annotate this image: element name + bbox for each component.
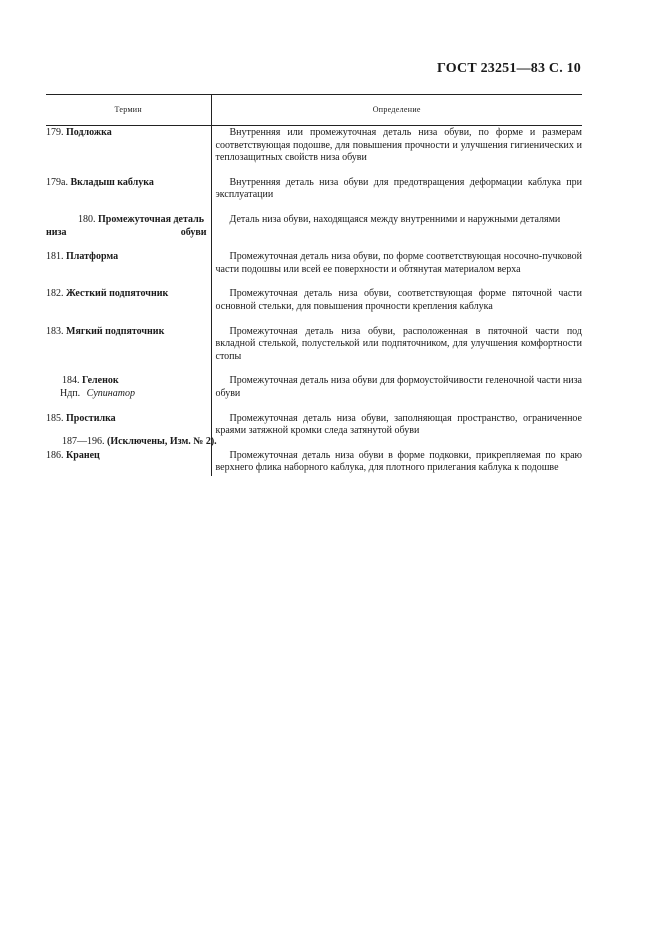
term-number: 184. (62, 375, 80, 387)
table-row (46, 213, 582, 250)
term-number: 179а. (46, 176, 68, 188)
definition-cell: Промежуточная деталь низа обуви, соответствующая форме пяточной части основной стельки, для повышения прочности крепления каблука (215, 288, 582, 312)
term-name: Жесткий подпяточник (66, 288, 169, 300)
table-row (46, 250, 582, 287)
table-header-row (46, 95, 582, 126)
term-number: 183. (46, 325, 64, 337)
term-cell (46, 449, 211, 476)
table-row (46, 126, 582, 176)
deprecated-label: Ндп. (60, 387, 81, 399)
deprecated-synonym (46, 388, 207, 401)
term-number: 186. (46, 449, 64, 461)
term-name: Подложка (66, 127, 112, 138)
term-name: Простилка (66, 412, 116, 424)
term-line (46, 375, 207, 388)
term-cell (46, 374, 211, 411)
definition-cell: Промежуточная деталь низа обуви, заполняющая пространство, ограниченное краями затяжной кромки следа затянутой обуви (215, 412, 582, 437)
table-row (46, 287, 582, 324)
terms-table (46, 94, 582, 476)
excluded-range: 187—196. (62, 436, 105, 447)
deprecated-term: Супинатор (86, 387, 135, 399)
table-row (46, 325, 582, 375)
term-name: Геленок (82, 375, 119, 387)
column-header-term: Термин (46, 95, 211, 126)
term-number: 180. (78, 213, 96, 225)
table-row (46, 374, 582, 411)
definition-cell: Внутренняя или промежуточная деталь низа обуви, по форме и размерам соответствующая подошве, для повышения прочности и улучшения гигиенических и теплозащитных свойств низа обуви (215, 127, 582, 164)
term-number: 181. (46, 251, 64, 263)
term-cell (46, 250, 211, 287)
table-row (46, 449, 582, 476)
term-name: Кранец (66, 449, 100, 461)
term-cell (46, 176, 211, 213)
term-cell (46, 325, 211, 375)
column-header-definition: Определение (211, 95, 582, 126)
definition-cell: Промежуточная деталь низа обуви, расположенная в пяточной части под вкладной стелькой, полустелькой или подпяточником, для улучшения комфортности стопы (215, 325, 582, 362)
term-name: Мягкий подпяточник (66, 325, 165, 337)
excluded-text: (Исключены, Изм. № 2). (107, 436, 217, 447)
term-name: Вкладыш каблука (70, 176, 154, 188)
definition-cell: Промежуточная деталь низа обуви, по форме соответствующая носочно-пучковой части подошвы или всей ее поверхности и обтянутая материалом верха (215, 251, 582, 275)
term-number: 185. (46, 412, 64, 424)
term-cell (46, 126, 211, 176)
term-cell (46, 213, 211, 250)
term-cell (46, 287, 211, 324)
table-row (46, 176, 582, 213)
excluded-note (62, 436, 217, 447)
page-header: ГОСТ 23251—83 С. 10 (437, 61, 581, 76)
definition-cell: Деталь низа обуви, находящаяся между внутренними и наружными деталями (229, 213, 561, 225)
term-number: 179. (46, 127, 64, 138)
term-name: Промежуточная деталь низа обуви (46, 213, 207, 238)
definition-cell: Промежуточная деталь низа обуви в форме подковки, прикрепляемая по краю верхнего флика наборного каблука, для плотного прилегания каблука к подошве (215, 449, 582, 474)
definition-cell: Промежуточная деталь низа обуви для формоустойчивости геленочной части низа обуви (215, 375, 582, 399)
term-name: Платформа (66, 251, 119, 263)
term-number: 182. (46, 288, 64, 300)
definition-cell: Внутренняя деталь низа обуви для предотвращения деформации каблука при эксплуатации (215, 176, 582, 201)
